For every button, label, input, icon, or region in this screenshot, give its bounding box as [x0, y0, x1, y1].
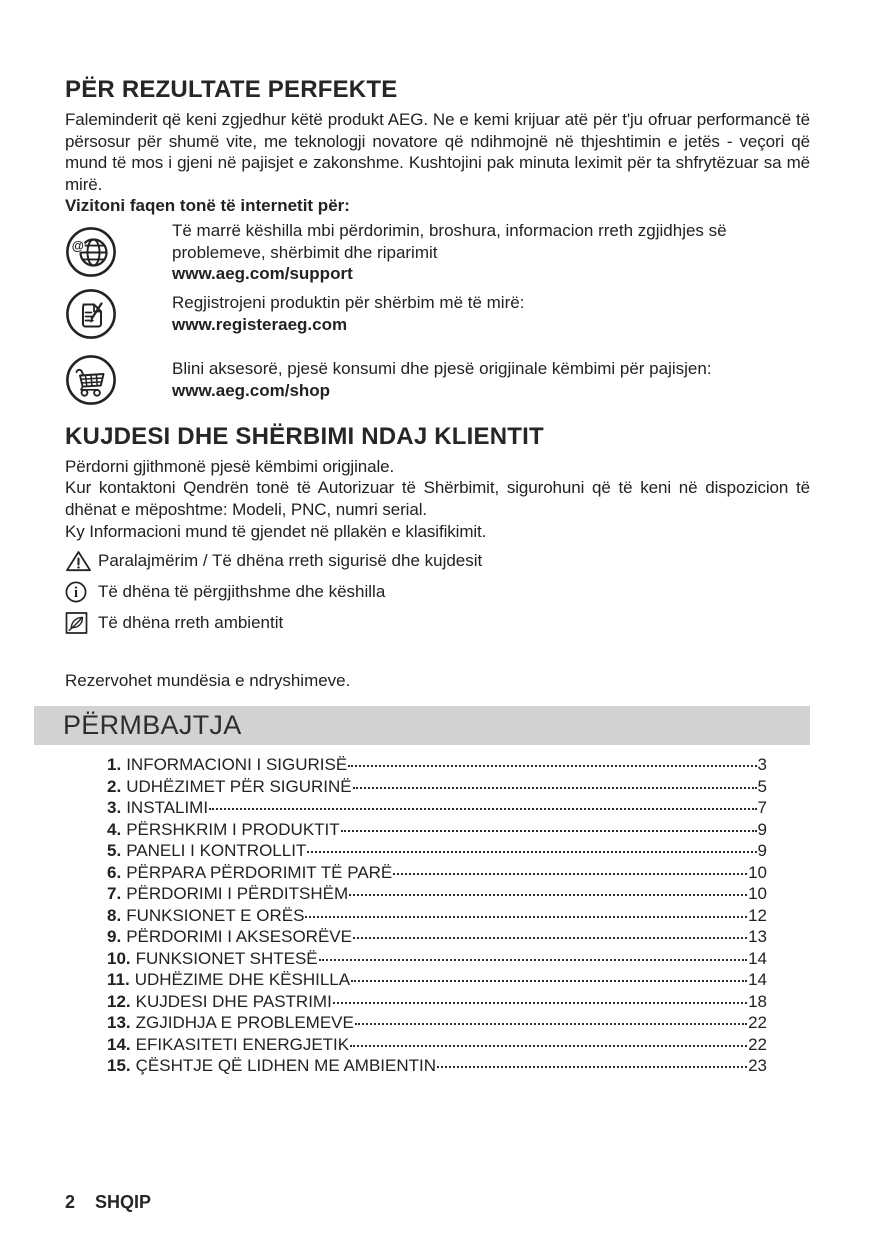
globe-at-icon [65, 226, 117, 278]
toc-item[interactable] [107, 797, 767, 819]
info-circle-icon [65, 580, 92, 604]
toc-item[interactable] [107, 1034, 767, 1056]
toc-dot-leader [353, 787, 757, 789]
toc-item[interactable] [107, 819, 767, 841]
svg-text:i: i [73, 585, 79, 602]
customer-care-line: Përdorni gjithmonë pjesë këmbimi origjinale. [65, 456, 395, 476]
info-note-row [65, 580, 810, 604]
toc-item-number: 12. [107, 991, 131, 1011]
toc-item-label: ZGJIDHJA E PROBLEMEVE [135, 1013, 354, 1033]
support-url-link[interactable]: www.aeg.com/support [172, 264, 353, 284]
toc-item-page: 23 [748, 1056, 767, 1076]
toc-dot-leader [307, 851, 756, 853]
customer-care-line: Ky Informacioni mund të gjendet në pllakën e klasifikimit. [65, 521, 487, 541]
toc-item-label: INSTALIMI [126, 798, 209, 818]
toc-item-label: PANELI I KONTROLLIT [126, 841, 307, 861]
customer-care-title: KUJDESI DHE SHËRBIMI NDAJ KLIENTIT [65, 422, 544, 450]
toc-item-label: PËRDORIMI I PËRDITSHËM [126, 884, 349, 904]
register-document-icon [65, 288, 117, 340]
toc-item-page: 22 [748, 1013, 767, 1033]
contents-header-bar [34, 706, 810, 745]
shop-link-row [65, 354, 810, 406]
environment-note-row [65, 611, 810, 635]
toc-item-number: 6. [107, 862, 122, 882]
toc-item-page: 9 [757, 819, 767, 839]
toc-dot-leader [393, 873, 747, 875]
toc-item-label: ÇËSHTJE QË LIDHEN ME AMBIENTIN [135, 1056, 437, 1076]
toc-dot-leader [305, 916, 747, 918]
register-url-link[interactable]: www.registeraeg.com [172, 314, 348, 334]
leaf-environment-icon [65, 611, 92, 635]
page-title: PËR REZULTATE PERFEKTE [65, 76, 398, 103]
toc-item-page: 10 [748, 862, 767, 882]
toc-item-label: PËRPARA PËRDORIMIT TË PARË [126, 862, 393, 882]
toc-item[interactable] [107, 1055, 767, 1077]
toc-item[interactable] [107, 926, 767, 948]
toc-item-label: UDHËZIMET PËR SIGURINË [126, 776, 352, 796]
footer-language-label: SHQIP [95, 1192, 152, 1212]
toc-item-page: 5 [757, 776, 767, 796]
toc-dot-leader [355, 1023, 747, 1025]
shop-url-link[interactable]: www.aeg.com/shop [172, 380, 331, 400]
register-link-description: Regjistrojeni produktin për shërbim më të mirë: [172, 293, 525, 313]
toc-dot-leader [350, 1045, 747, 1047]
toc-item-number: 15. [107, 1056, 131, 1076]
toc-item[interactable] [107, 969, 767, 991]
toc-item-label: EFIKASITETI ENERGJETIK [135, 1034, 350, 1054]
shopping-cart-icon [65, 354, 117, 406]
changes-disclaimer: Rezervohet mundësia e ndryshimeve. [65, 671, 351, 691]
toc-item-label: FUNKSIONET SHTESË [135, 948, 318, 968]
toc-item-number: 2. [107, 776, 122, 796]
toc-dot-leader [209, 808, 756, 810]
toc-dot-leader [333, 1002, 747, 1004]
toc-item[interactable] [107, 776, 767, 798]
warning-note-text: Paralajmërim / Të dhëna rreth sigurisë dhe kujdesit [98, 551, 483, 571]
toc-item-page: 3 [757, 755, 767, 775]
toc-item-label: PËRSHKRIM I PRODUKTIT [126, 819, 340, 839]
toc-item-page: 14 [748, 948, 767, 968]
toc-dot-leader [351, 980, 747, 982]
toc-item-page: 14 [748, 970, 767, 990]
toc-item-page: 12 [748, 905, 767, 925]
toc-item-number: 8. [107, 905, 122, 925]
toc-dot-leader [319, 959, 747, 961]
toc-item-number: 1. [107, 755, 122, 775]
toc-item-page: 10 [748, 884, 767, 904]
toc-item-number: 9. [107, 927, 122, 947]
toc-item-page: 22 [748, 1034, 767, 1054]
toc-item-number: 10. [107, 948, 131, 968]
toc-item-page: 7 [757, 798, 767, 818]
toc-item[interactable] [107, 862, 767, 884]
toc-item-page: 13 [748, 927, 767, 947]
toc-dot-leader [341, 830, 757, 832]
table-of-contents [107, 754, 767, 1077]
register-link-row [65, 288, 810, 340]
intro-paragraph: Faleminderit që keni zgjedhur këtë produkt AEG. Ne e kemi krijuar atë për t'ju ofruar performancë të përsosur për shumë vite, me teknologji novatore që ndihmojnë në thjeshtimin e jetës - veçori që mund të mos i gjeni në pajisjet e zakonshme. Kushtojini pak minuta leximit për ta shfrytëzuar sa më mirë. [65, 110, 810, 194]
toc-item-label: KUJDESI DHE PASTRIMI [135, 991, 332, 1011]
support-link-row [65, 220, 810, 285]
toc-dot-leader [353, 937, 747, 939]
toc-item-number: 4. [107, 819, 122, 839]
contents-title: PËRMBAJTJA [63, 710, 242, 741]
toc-item[interactable] [107, 948, 767, 970]
toc-item-page: 9 [757, 841, 767, 861]
toc-item[interactable] [107, 991, 767, 1013]
support-link-description: Të marrë këshilla mbi përdorimin, broshura, informacion rreth zgjidhjes së problemeve, shërbimit dhe riparimit [172, 220, 727, 262]
toc-item[interactable] [107, 754, 767, 776]
toc-item-label: UDHËZIME DHE KËSHILLA [134, 970, 351, 990]
shop-link-description: Blini aksesorë, pjesë konsumi dhe pjesë origjinale këmbimi për pajisjen: [172, 359, 712, 379]
page-footer [65, 1192, 151, 1213]
toc-item-label: PËRDORIMI I AKSESORËVE [126, 927, 352, 947]
toc-item[interactable] [107, 1012, 767, 1034]
toc-dot-leader [437, 1066, 747, 1068]
footer-page-number: 2 [65, 1192, 76, 1212]
toc-item-number: 3. [107, 798, 122, 818]
info-note-text: Të dhëna të përgjithshme dhe këshilla [98, 582, 386, 602]
toc-item-label: INFORMACIONI I SIGURISË [126, 755, 348, 775]
warning-triangle-icon [65, 549, 92, 573]
toc-dot-leader [348, 765, 756, 767]
toc-item-page: 18 [748, 991, 767, 1011]
toc-item[interactable] [107, 840, 767, 862]
customer-care-line: Kur kontaktoni Qendrën tonë të Autorizuar të Shërbimit, sigurohuni që të keni në dispozicion të dhënat e mëposhtme: Modeli, PNC, numri serial. [65, 478, 810, 519]
toc-item-number: 14. [107, 1034, 131, 1054]
toc-item-number: 13. [107, 1013, 131, 1033]
environment-note-text: Të dhëna rreth ambientit [98, 613, 284, 633]
toc-item-number: 5. [107, 841, 122, 861]
svg-text:@: @ [71, 239, 84, 254]
toc-item[interactable] [107, 883, 767, 905]
toc-item[interactable] [107, 905, 767, 927]
toc-dot-leader [349, 894, 747, 896]
visit-website-label: Vizitoni faqen tonë të internetit për: [65, 196, 350, 216]
toc-item-label: FUNKSIONET E ORËS [126, 905, 305, 925]
warning-note-row [65, 549, 810, 573]
toc-item-number: 7. [107, 884, 122, 904]
toc-item-number: 11. [107, 970, 130, 990]
